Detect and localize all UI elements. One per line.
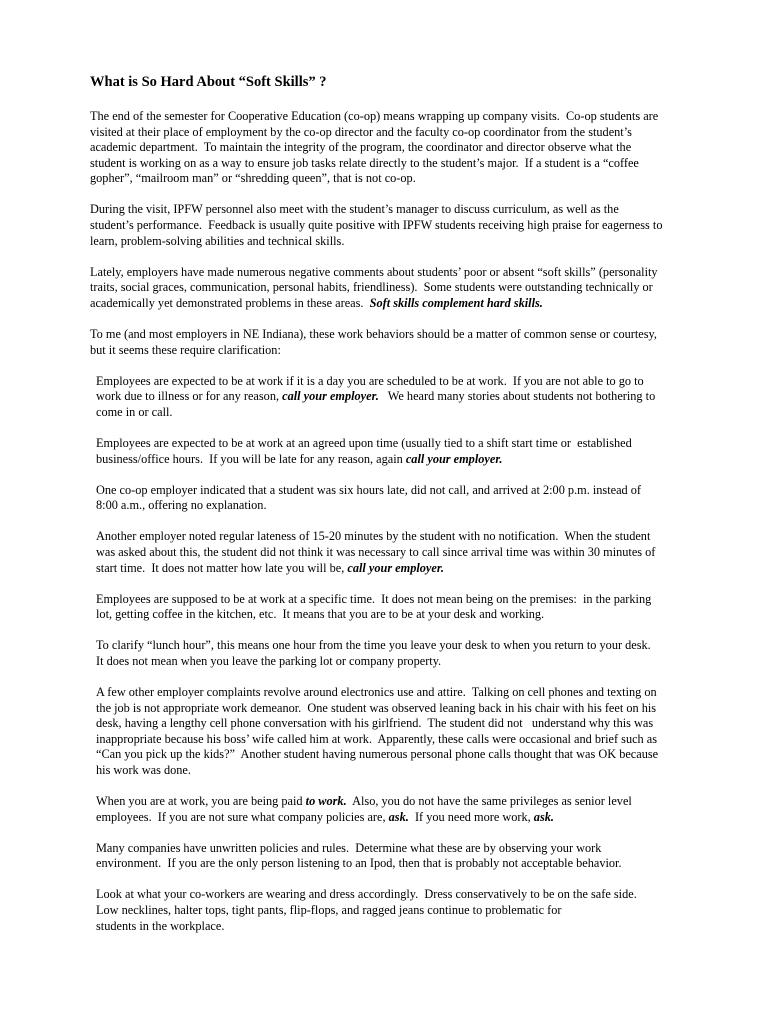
emphasis-text: call your employer. (405, 451, 503, 466)
text-line (96, 856, 680, 872)
text-segment: Another employer noted regular lateness of 15-20 minutes by the student with no notification. When the student (96, 529, 651, 544)
text-line (90, 296, 680, 312)
document-title: What is So Hard About “Soft Skills” ? (90, 74, 327, 90)
text-line (96, 701, 680, 717)
text-line (96, 887, 680, 903)
text-line (90, 343, 680, 359)
text-line (96, 716, 680, 732)
text-segment: his work was done. (96, 763, 191, 777)
text-segment: Employees are expected to be at work if it is a day you are scheduled to be at work. If you are not able to go to (96, 373, 644, 388)
text-segment: We heard many stories about students not bothering to (378, 389, 656, 404)
text-segment: business/office hours. If you will be late for any reason, again (96, 451, 406, 466)
text-segment: academically yet demonstrated problems in these areas. (90, 295, 370, 310)
text-line (90, 218, 680, 234)
paragraph (96, 483, 680, 514)
document-page (90, 73, 680, 950)
text-line (96, 592, 680, 608)
text-segment: lot, getting coffee in the kitchen, etc. It means that you are to be at your desk and working. (96, 607, 545, 622)
text-segment: When you are at work, you are being paid (96, 794, 306, 809)
text-line (96, 794, 680, 810)
emphasis-text: ask. (388, 809, 409, 824)
text-line (96, 529, 680, 545)
text-segment: come in or call. (96, 404, 173, 419)
text-segment: Also, you do not have the same privileges as senior level (346, 794, 632, 809)
paragraph (96, 436, 680, 467)
text-line (96, 498, 680, 514)
text-line (90, 171, 680, 187)
text-segment: students in the workplace. (96, 918, 225, 933)
paragraph (96, 529, 680, 576)
text-segment: learn, problem-solving abilities and technical skills. (90, 233, 345, 248)
text-segment: A few other employer complaints revolve around electronics use and attire. Talking on cell phones and texting on (96, 685, 657, 700)
text-line (96, 747, 680, 763)
text-segment: student’s performance. Feedback is usually quite positive with IPFW students receiving high praise for eagerness to (90, 218, 663, 233)
document-body (90, 109, 680, 934)
text-segment: To clarify “lunch hour”, this means one hour from the time you leave your desk to when you return to your desk. (96, 638, 651, 653)
text-line (96, 436, 680, 452)
text-segment: visited at their place of employment by the co-op director and the faculty co-op coordinator from the student’s (90, 124, 632, 139)
text-segment: environment. If you are the only person listening to an Ipod, then that is probably not acceptable behavior. (96, 856, 622, 871)
text-segment: During the visit, IPFW personnel also meet with the student’s manager to discuss curriculum, as well as the (90, 202, 619, 217)
text-line (90, 265, 680, 281)
text-segment: 8:00 a.m., offering no explanation. (96, 498, 267, 513)
text-line (90, 280, 680, 296)
text-segment: “Can you pick up the kids?” Another student having numerous personal phone calls thought that was OK because (96, 747, 659, 762)
text-segment: but it seems these require clarification: (90, 342, 281, 357)
text-segment: traits, social graces, communication, personal habits, friendliness). Some students were outstanding technically or (90, 280, 653, 295)
text-line (96, 919, 680, 935)
paragraph (90, 327, 680, 358)
text-segment: Many companies have unwritten policies and rules. Determine what these are by observing your work (96, 840, 602, 855)
paragraph (90, 202, 680, 249)
text-segment: Low necklines, halter tops, tight pants, flip-flops, and ragged jeans continue to problematic for (96, 903, 562, 918)
text-line (96, 452, 680, 468)
text-line (96, 545, 680, 561)
emphasis-text: Soft skills complement hard skills. (369, 295, 543, 310)
text-segment: academic department. To maintain the integrity of the program, the coordinator and director observe what the (90, 140, 632, 155)
text-line (96, 561, 680, 577)
text-line (96, 607, 680, 623)
text-segment: Employees are expected to be at work at an agreed upon time (usually tied to a shift start time or established (96, 436, 632, 450)
text-line (90, 202, 680, 218)
text-segment: The end of the semester for Cooperative Education (co-op) means wrapping up company visits. Co-op students are (90, 109, 659, 123)
text-segment: It does not mean when you leave the parking lot or company property. (96, 653, 442, 668)
text-line (96, 374, 680, 390)
text-segment: gopher”, “mailroom man” or “shredding queen”, that is not co-op. (90, 171, 416, 186)
text-line (96, 763, 680, 779)
text-segment: the job is not appropriate work demeanor. One student was observed leaning back in his chair with his feet on his (96, 700, 657, 715)
paragraph (96, 841, 680, 872)
text-line (96, 685, 680, 701)
text-line (96, 405, 680, 421)
paragraph (96, 638, 680, 669)
paragraph (96, 794, 680, 825)
text-line (90, 125, 680, 141)
text-segment: If you need more work, (408, 809, 534, 824)
text-segment: inappropriate because his boss’ wife called him at work. Apparently, these calls were occasional and brief such as (96, 731, 658, 746)
text-line (96, 389, 680, 405)
text-line (96, 841, 680, 857)
text-segment: work due to illness or for any reason, (96, 389, 283, 404)
text-segment: student is working on as a way to ensure job tasks relate directly to the student’s major. If a student is a “coffee (90, 155, 639, 170)
text-segment: One co-op employer indicated that a student was six hours late, did not call, and arrived at 2:00 p.m. instead of (96, 482, 642, 497)
text-line (96, 483, 680, 499)
text-segment: Look at what your co-workers are wearing and dress accordingly. Dress conservatively to be on the safe side. (96, 887, 637, 902)
text-line (90, 327, 680, 343)
paragraph (96, 374, 680, 421)
emphasis-text: to work. (305, 794, 347, 809)
emphasis-text: call your employer. (347, 560, 445, 575)
text-segment: Lately, employers have made numerous negative comments about students’ poor or absent “soft skills” (personality (90, 264, 658, 279)
text-segment: employees. If you are not sure what company policies are, (96, 809, 389, 824)
text-segment: was asked about this, the student did not think it was necessary to call since arrival time was within 30 minutes of (96, 544, 656, 559)
paragraph (96, 887, 680, 934)
emphasis-text: ask. (533, 809, 554, 824)
paragraph (90, 109, 680, 187)
text-line (96, 903, 680, 919)
text-line (90, 156, 680, 172)
text-segment: desk, having a lengthy cell phone conversation with his girlfriend. The student did not understand why this was (96, 716, 654, 731)
text-segment: start time. It does not matter how late you will be, (96, 560, 348, 575)
text-line (90, 140, 680, 156)
text-segment: To me (and most employers in NE Indiana), these work behaviors should be a matter of common sense or courtesy, (90, 327, 657, 342)
paragraph (96, 685, 680, 779)
text-line (96, 638, 680, 654)
text-segment: Employees are supposed to be at work at a specific time. It does not mean being on the premises: in the parking (96, 591, 652, 606)
text-line (90, 234, 680, 250)
text-line (96, 654, 680, 670)
paragraph (96, 592, 680, 623)
emphasis-text: call your employer. (282, 389, 379, 404)
text-line (96, 810, 680, 826)
paragraph (90, 265, 680, 312)
text-line (96, 732, 680, 748)
text-line (90, 109, 680, 125)
